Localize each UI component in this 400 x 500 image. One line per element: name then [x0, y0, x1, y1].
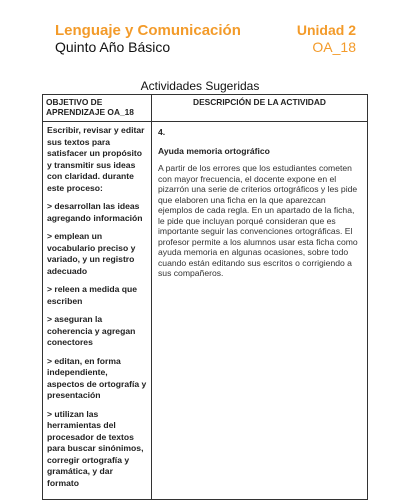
objective-item: > utilizan las herramientas del procesador de textos para buscar sinónimos, corregir ortografía y gramática, y dar formato — [47, 408, 144, 488]
unit-label: Unidad 2 — [296, 22, 356, 38]
activity-title: Ayuda memoria ortográfico — [158, 145, 270, 156]
header-right — [297, 22, 356, 56]
subject-title: Lenguaje y Comunicación — [55, 22, 241, 39]
section-title: Actividades Sugeridas — [140, 79, 260, 93]
objective-item: > editan, en forma independiente, aspectos de ortografía y presentación — [47, 355, 147, 400]
grade-label: Quinto Año Básico — [55, 39, 171, 55]
objective-text: Escribir, revisar y editar sus textos para satisfacer un propósito y transmitir sus ideas con claridad. durante este proceso: — [47, 125, 145, 193]
table-header-row — [43, 95, 368, 122]
description-cell — [152, 122, 368, 500]
objective-item: > aseguran la coherencia y agregan conectores — [47, 314, 136, 347]
objective-column-header: OBJETIVO DE APRENDIZAJE OA_18 — [43, 95, 152, 122]
header-left — [55, 22, 241, 56]
objective-cell — [43, 122, 152, 500]
objective-item: > emplean un vocabulario preciso y variado, y un registro adecuado — [47, 231, 136, 276]
activity-text: A partir de los errores que los estudiantes cometen con mayor frecuencia, el docente expone en el pizarrón una serie de criterios ortográficos y les pide que elaboren una ficha en la que aparezcan ejemplos de cada regla. En un apartado de la ficha, le pide que incluyan porqué consideran que es importante seguir las convenciones ortográficas. El profesor permite a los alumnos usar esta ficha como ayuda memoria en algunas ocasiones, sobre todo cuando están editando sus escritos o corrigiendo a sus compañeros. — [158, 163, 358, 278]
table-row — [43, 122, 368, 500]
objective-item: > desarrollan las ideas agregando información — [47, 201, 143, 223]
objective-item: > releen a medida que escriben — [47, 284, 138, 306]
oa-label: OA_18 — [312, 39, 356, 55]
activity-number: 4. — [158, 127, 166, 137]
description-column-header: DESCRIPCIÓN DE LA ACTIVIDAD — [152, 95, 368, 122]
activity-table — [42, 94, 368, 500]
